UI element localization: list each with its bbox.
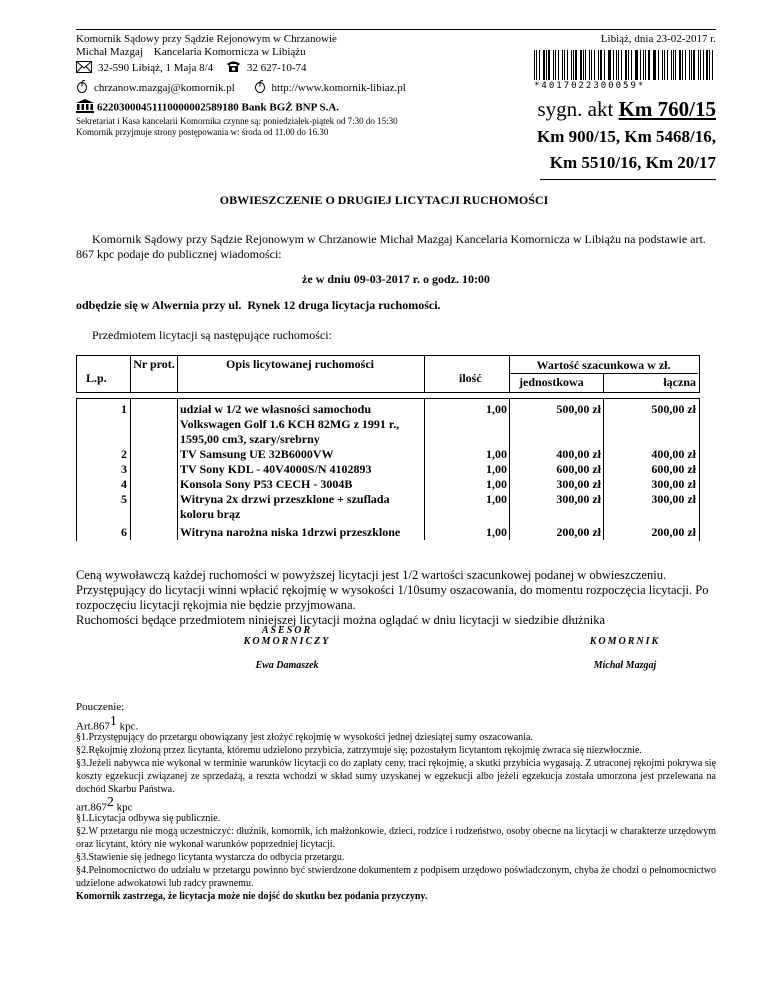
cell-laczna: 300,00 zł <box>651 492 696 506</box>
table-col-line <box>177 355 178 392</box>
barcode-bar <box>698 50 699 80</box>
barcode-bar <box>645 50 646 80</box>
barcode-bar <box>575 50 576 80</box>
barcode-bar <box>580 50 582 80</box>
table-col-line <box>424 355 425 392</box>
notice-q4: §4.Pełnomocnictwo do udziału w przetargu powinno być stwierdzone dokumentem z podpisem urzędowo poświadczonym, chyba że chodzi o pełnomocnictwo udzielone adwokatowi lub radcy prawnemu. <box>76 865 716 889</box>
phone-icon <box>226 60 241 77</box>
barcode-bar <box>664 50 665 80</box>
barcode-bar <box>558 50 560 80</box>
org-line-1: Komornik Sądowy przy Sądzie Rejonowym w Chrzanowie <box>76 33 337 45</box>
barcode-bar <box>709 50 710 80</box>
notice-p2: §2.Rękojmię złożoną przez licytanta, któremu udzielono przybicia, zatrzymuje się; pozostałym licytantom rękojmię zwraca się niezwłocznie. <box>76 745 642 756</box>
header-rule <box>76 29 716 30</box>
barcode-bar <box>609 50 610 80</box>
auction-date: że w dniu 09-03-2017 r. o godz. 10:00 <box>302 272 490 286</box>
email-link[interactable]: chrzanow.mazgaj@komornik.pl <box>94 82 235 95</box>
barcode-bar <box>706 50 708 80</box>
cell-opis: TV Samsung UE 32B6000VW <box>180 447 334 461</box>
barcode-bar <box>640 50 641 80</box>
barcode-bar <box>598 50 599 80</box>
cell-lp: 5 <box>121 492 127 506</box>
asesor-name: Ewa Damaszek <box>255 660 319 671</box>
th-opis: Opis licytowanej ruchomości <box>226 357 374 371</box>
case-line-2: Km 900/15, Km 5468/16, <box>537 127 716 146</box>
th-wartosc: Wartość szacunkowa w zł. <box>536 358 671 372</box>
cell-jedn: 400,00 zł <box>556 447 601 461</box>
barcode-bar <box>562 50 563 80</box>
barcode-bar <box>636 50 637 80</box>
address-text: 32-590 Libiąż, 1 Maja 8/4 <box>98 62 214 75</box>
info-paragraph: Ceną wywoławczą każdej ruchomości w powyższej licytacji jest 1/2 wartości szacunkowej podanej w obwieszczeniu. Przystępujący do licytacji winni wpłacić rękojmię w wysokości 1/10sumy oszacowania, do momentu rozpoczęcia licytacji. Po rozpoczęciu licytacji rękojmia nie będzie przyjmowana. <box>76 568 709 612</box>
asesor-title-2: KOMORNICZY <box>243 636 331 647</box>
contact-row <box>76 80 406 97</box>
cell-laczna: 300,00 zł <box>651 477 696 491</box>
cell-laczna: 400,00 zł <box>651 447 696 461</box>
table-col-line <box>509 398 510 540</box>
case-signature <box>538 97 717 122</box>
barcode-bar <box>685 50 686 80</box>
cell-ilosc: 1,00 <box>486 492 507 506</box>
barcode-bar <box>573 50 574 80</box>
art-2-suffix: kpc <box>113 801 133 814</box>
barcode-bar <box>536 50 537 80</box>
info-paragraph-2: Ruchomości będące przedmiotem niniejszej licytacji można oglądać w dniu licytacji w siedzibie dłużnika <box>76 613 605 627</box>
barcode-bar <box>654 50 656 80</box>
barcode-bar <box>675 50 676 80</box>
mouse-icon <box>76 80 88 97</box>
cell-opis: Konsola Sony P53 CECH - 3004B <box>180 477 353 491</box>
cell-jedn: 300,00 zł <box>556 492 601 506</box>
barcode-bar <box>539 50 540 80</box>
case-main: Km 760/15 <box>618 97 716 121</box>
art-1-prefix: Art.867 <box>76 720 110 733</box>
cell-opis: Witryna narożna niska 1drzwi przeszklone <box>180 525 401 539</box>
case-line-3: Km 5510/16, Km 20/17 <box>549 153 716 172</box>
cell-lp: 1 <box>121 402 127 416</box>
barcode-bar <box>594 50 595 80</box>
th-ilosc: ilość <box>459 371 482 385</box>
reception-hours: Komornik przyjmuje strony postępowania w: środa od 11.00 do 16.30 <box>76 127 329 137</box>
org-line-2: Michał Mazgaj Kancelaria Komornicza w Libiążu <box>76 46 306 58</box>
cell-opis: TV Sony KDL - 40V4000S/N 4102893 <box>180 462 372 476</box>
art-2-sup: 2 <box>106 795 114 810</box>
barcode-bar <box>703 50 704 80</box>
table-col-line <box>603 398 604 540</box>
barcode-bar <box>631 50 632 80</box>
th-laczna: łączna <box>663 375 696 389</box>
barcode-bar <box>673 50 674 80</box>
cell-laczna: 500,00 zł <box>651 402 696 416</box>
barcode-bar <box>712 50 713 80</box>
notice-q2: §2.W przetargu nie mogą uczestniczyć: dłużnik, komornik, ich małżonkowie, dzieci, rodzice i rodzeństwo, osoby obecne na licytacji w charakterze urzędowym oraz licytant, który nie wykonał warunków poprzedniej licytacji. <box>76 826 716 850</box>
barcode-bar <box>653 50 654 80</box>
art-1-sup: 1 <box>109 714 117 729</box>
barcode-bar <box>679 50 681 80</box>
barcode-bar <box>564 50 565 80</box>
cell-opis: udział w 1/2 we własności samochodu Volkswagen Golf 1.6 KCH 82MG z 1991 r., 1595,00 cm3, szary/srebrny <box>180 402 400 446</box>
cell-jedn: 200,00 zł <box>556 525 601 539</box>
subject-line: Przedmiotem licytacji są następujące ruchomości: <box>92 328 332 342</box>
notice-heading: Pouczenie: <box>76 701 125 713</box>
notice-q1: §1.Licytacja odbywa się publicznie. <box>76 813 221 824</box>
barcode-bar <box>689 50 690 80</box>
barcode-bar <box>583 50 584 80</box>
barcode-bar <box>604 50 605 80</box>
cell-laczna: 200,00 zł <box>651 525 696 539</box>
barcode-bar <box>589 50 590 80</box>
bank-icon <box>76 99 94 117</box>
cell-lp: 6 <box>121 525 127 539</box>
barcode-bar <box>600 50 602 80</box>
art-1-suffix: kpc. <box>116 720 139 733</box>
address-row <box>76 60 307 77</box>
table-col-line <box>177 398 178 540</box>
barcode-bar <box>534 50 535 80</box>
envelope-icon <box>76 61 92 77</box>
barcode-bar <box>693 50 694 80</box>
phone-text: 32 627-10-74 <box>246 62 307 75</box>
komornik-title: KOMORNIK <box>589 636 661 647</box>
asesor-title-1: ASESOR <box>261 625 313 636</box>
place-date: Libiąż, dnia 23-02-2017 r. <box>600 33 716 45</box>
notice-p3: §3.Jeżeli nabywca nie wykonał w terminie warunków licytacji co do zapłaty ceny, traci rękojmię, a skutki przybicia wygasają. Z utraconej rękojmi pokrywa się koszty egzekucji związanej ze sprzedażą, a reszta wchodzi w skład sumy uzyskanej w egzekucji albo jeżeli egzekucja została umorzona jest przelewana na dochód Skarbu Państwa. <box>76 758 716 795</box>
table-col-line <box>603 373 604 392</box>
bank-account: 62203000451110000002589180 Bank BGŻ BNP S.A. <box>97 101 340 114</box>
barcode-bar <box>543 50 545 80</box>
barcode-bar <box>616 50 617 80</box>
cell-jedn: 300,00 zł <box>556 477 601 491</box>
cell-jedn: 600,00 zł <box>556 462 601 476</box>
barcode-bar <box>658 50 659 80</box>
komornik-name: Michał Mazgaj <box>593 660 657 671</box>
barcode-bar <box>682 50 683 80</box>
barcode-bar <box>618 50 619 80</box>
cell-lp: 2 <box>121 447 127 461</box>
cell-ilosc: 1,00 <box>486 462 507 476</box>
th-jednostkowa: jednostkowa <box>519 375 584 389</box>
barcode-bar <box>667 50 668 80</box>
barcode-bar <box>555 50 556 80</box>
bank-row <box>76 99 339 117</box>
barcode-bar <box>643 50 644 80</box>
notice-final: Komornik zastrzega, że licytacja może nie dojść do skutku bez podania przyczyny. <box>76 891 428 902</box>
mouse-icon-2 <box>254 80 266 97</box>
barcode-bar <box>613 50 614 80</box>
barcode-bar <box>625 50 627 80</box>
barcode-bar <box>553 50 554 80</box>
barcode-bar <box>546 50 547 80</box>
case-underline <box>540 179 716 180</box>
barcode-bar <box>548 50 549 80</box>
barcode-bar <box>628 50 629 80</box>
notice-p1: §1.Przystępujący do przetargu obowiązany jest złożyć rękojmię w wysokości jednej dziesiątej sumy oszacowania. <box>76 732 533 743</box>
table-col-line <box>130 398 131 540</box>
table-col-line <box>424 398 425 540</box>
cell-lp: 4 <box>121 477 127 491</box>
cell-jedn: 500,00 zł <box>556 402 601 416</box>
document-title: OBWIESZCZENIE O DRUGIEJ LICYTACJI RUCHOMOŚCI <box>219 193 549 207</box>
barcode-bar <box>648 50 649 80</box>
barcode-number: *4017022300059* <box>534 81 646 91</box>
cell-laczna: 600,00 zł <box>651 462 696 476</box>
cell-lp: 3 <box>121 462 127 476</box>
barcode-bar <box>585 50 586 80</box>
barcode-bar <box>691 50 692 80</box>
case-prefix: sygn. akt <box>537 97 614 121</box>
auction-place: odbędzie się w Alwernia przy ul. Rynek 12 druga licytacja ruchomości. <box>76 298 441 312</box>
barcode-bar <box>608 50 609 80</box>
barcode-bar <box>662 50 663 80</box>
barcode <box>534 50 716 80</box>
barcode-bar <box>621 50 622 80</box>
th-nr: Nr prot. <box>133 357 175 371</box>
th-lp: L.p. <box>86 371 107 385</box>
cell-ilosc: 1,00 <box>486 525 507 539</box>
barcode-bar <box>591 50 592 80</box>
cell-ilosc: 1,00 <box>486 447 507 461</box>
cell-ilosc: 1,00 <box>486 402 507 416</box>
barcode-bar <box>571 50 572 80</box>
cell-opis: Witryna 2x drzwi przeszklone + szuflada koloru brąz <box>180 492 390 521</box>
barcode-bar <box>671 50 672 80</box>
barcode-bar <box>635 50 636 80</box>
cell-ilosc: 1,00 <box>486 477 507 491</box>
website-link[interactable]: http://www.komornik-libiaz.pl <box>271 82 406 95</box>
intro-paragraph: Komornik Sądowy przy Sądzie Rejonowym w Chrzanowie Michał Mazgaj Kancelaria Komornicza w Libiążu na podstawie art. 867 kpc podaje do publicznej wiadomości: <box>76 232 706 261</box>
notice-q3: §3.Stawienie się jednego licytanta wystarcza do odbycia przetargu. <box>76 852 345 863</box>
art-2-prefix: art.867 <box>76 801 107 814</box>
barcode-bar <box>700 50 701 80</box>
barcode-bar <box>567 50 568 80</box>
office-hours: Sekretariat i Kasa kancelarii Komornika czynne są: poniedziałek-piątek od 7:30 do 15:30 <box>76 116 398 126</box>
